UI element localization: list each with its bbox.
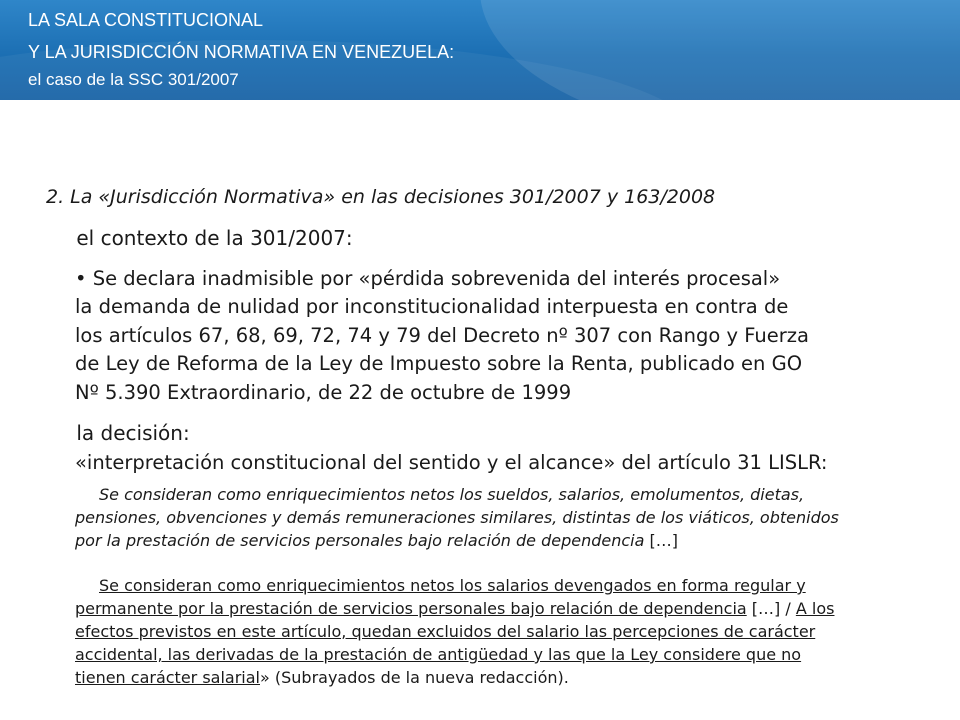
new-text-line-5 [75,666,569,689]
section-heading: 2. La «Jurisdicción Normativa» en las decisiones 301/2007 y 163/2008 [46,186,716,208]
old-text-line-1 [75,483,804,506]
new-text-line-2-tail: A los [795,599,835,618]
header-subtitle: el caso de la SSC 301/2007 [28,70,239,89]
context-line-5: Nº 5.390 Extraordinario, de 22 de octubre de 1999 [75,381,572,404]
context-line-3: los artículos 67, 68, 69, 72, 74 y 79 del Decreto nº 307 con Rango y Fuerza [75,324,809,347]
new-text-line-2-ellipsis: […] / [751,599,791,618]
header-title-line-2: Y LA JURISDICCIÓN NORMATIVA EN VENEZUELA: [28,42,455,62]
new-text-line-3-text: efectos previstos en este artículo, quedan excluidos del salario las percepciones de carácter [75,622,816,641]
old-text-line-3 [75,529,678,552]
context-line-1 [75,265,780,294]
decision-title: la decisión: [76,421,190,445]
context-line-4: de Ley de Reforma de la Ley de Impuesto sobre la Renta, publicado en GO [75,352,803,375]
new-text-line-2 [75,597,834,620]
context-line-2: la demanda de nulidad por inconstitucionalidad interpuesta en contra de [75,295,789,318]
new-text-line-5-underlined: tienen carácter salarial [75,668,260,687]
old-text-line-3-text: por la prestación de servicios personales bajo relación de dependencia [75,531,645,550]
old-text-ellipsis: […] [649,531,678,550]
old-text-line-2: pensiones, obvenciones y demás remuneraciones similares, distintas de los viáticos, obtenidos [75,508,839,527]
context-title: el contexto de la 301/2007: [76,226,353,250]
new-text-line-3 [75,620,815,643]
new-text-line-1-text: Se consideran como enriquecimientos netos los salarios devengados en forma regular y [99,576,806,595]
new-text-line-4 [75,643,801,666]
decision-quote: «interpretación constitucional del sentido y el alcance» del artículo 31 LISLR: [75,451,828,474]
new-text-line-1 [75,574,806,597]
context-title-row [50,225,353,251]
bullet-icon: • [75,267,87,290]
decision-title-row [50,420,190,446]
new-text-line-2-underlined: permanente por la prestación de servicios personales bajo relación de dependencia [75,599,747,618]
new-text-line-4-text: accidental, las derivadas de la prestación de antigüedad y las que la Ley considere que no [75,645,802,664]
header-title-line-1: LA SALA CONSTITUCIONAL [28,10,264,30]
old-text-line-1-text: Se consideran como enriquecimientos netos los sueldos, salarios, emolumentos, dietas, [99,485,805,504]
new-text-line-5-tail: » (Subrayados de la nueva redacción). [260,668,569,687]
context-line-1-text: Se declara inadmisible por «pérdida sobrevenida del interés procesal» [92,267,781,290]
